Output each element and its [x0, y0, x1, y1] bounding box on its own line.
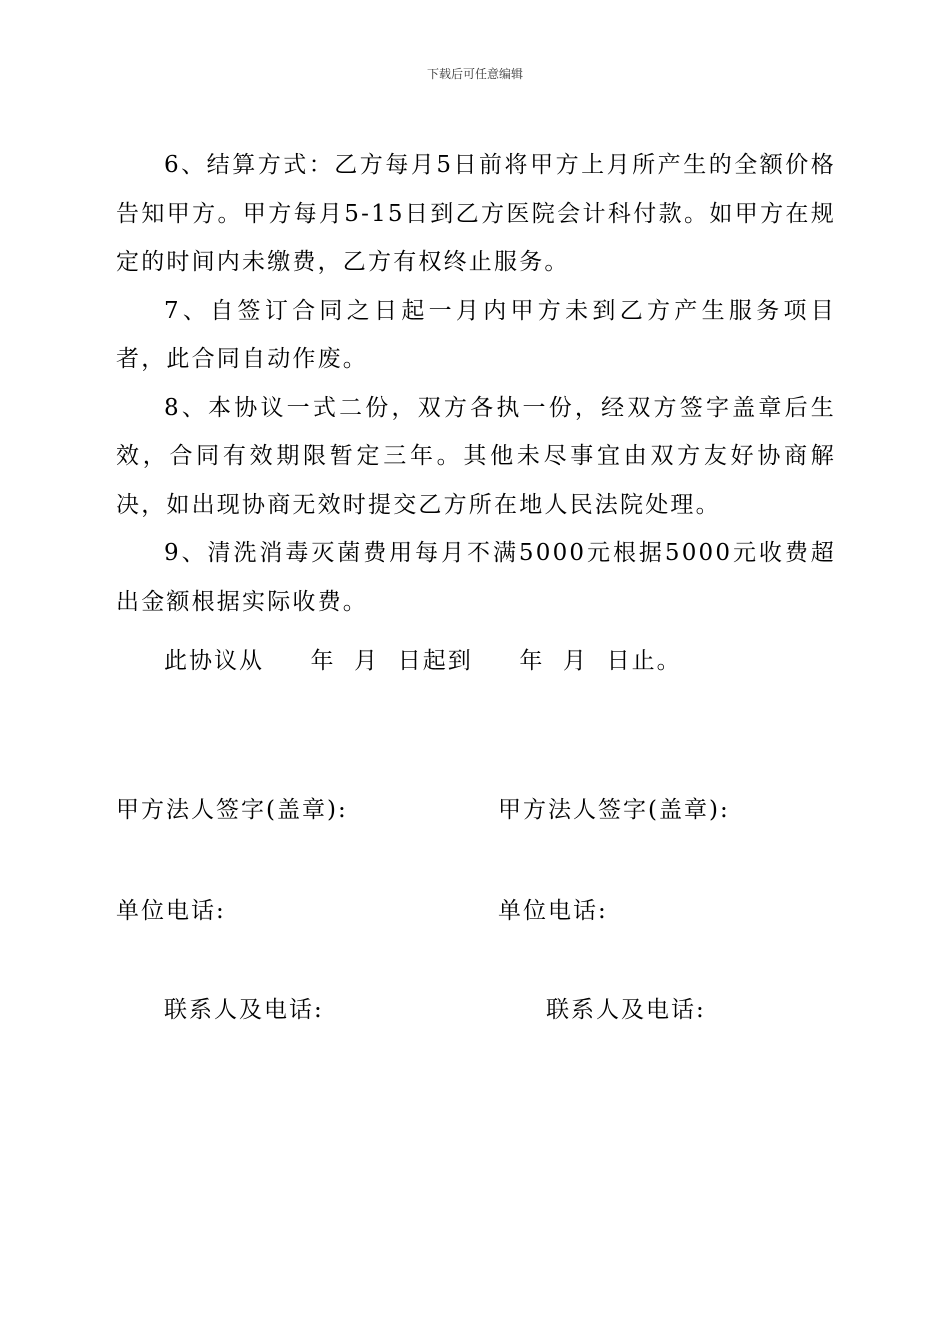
clause-6: 6、结算方式：乙方每月5日前将甲方上月所产生的全额价格告知甲方。甲方每月5-15日到乙方医院会计科付款。如甲方在规定的时间内未缴费，乙方有权终止服务。 — [116, 152, 836, 275]
left-legal-rep-signature: 甲方法人签字(盖章): — [116, 797, 348, 823]
clause-9: 9、清洗消毒灭菌费用每月不满5000元根据5000元收费超出金额根据实际收费。 — [116, 540, 836, 615]
left-contact-phone: 联系人及电话: — [164, 997, 324, 1023]
clause-8: 8、本协议一式二份，双方各执一份，经双方签字盖章后生效，合同有效期限暂定三年。其他未尽事宜由双方友好协商解决，如出现协商无效时提交乙方所在地人民法院处理。 — [116, 394, 836, 518]
right-legal-rep-signature: 甲方法人签字(盖章): — [498, 797, 730, 823]
left-unit-phone: 单位电话: — [116, 898, 226, 924]
right-contact-phone: 联系人及电话: — [546, 997, 706, 1023]
right-unit-phone: 单位电话: — [498, 898, 608, 924]
contract-body — [116, 141, 836, 626]
clause-7: 7、自签订合同之日起一月内甲方未到乙方产生服务项目者，此合同自动作废。 — [116, 297, 836, 372]
agreement-term: 此协议从 年 月 日起到 年 月 日止。 — [164, 648, 682, 674]
page-header: 下载后可任意编辑 — [426, 67, 523, 81]
